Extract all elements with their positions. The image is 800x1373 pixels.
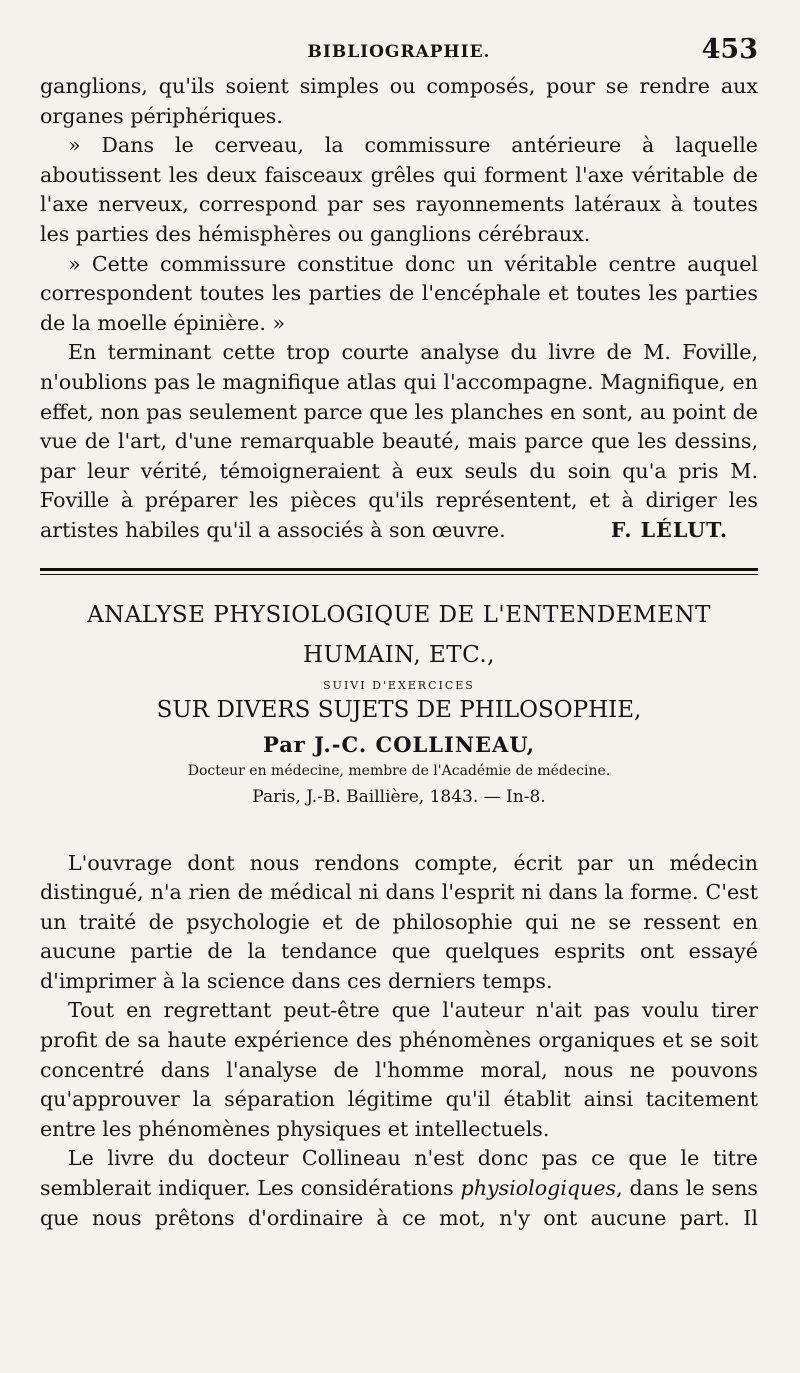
page-header <box>40 28 758 72</box>
review-paragraph-3 <box>40 1144 758 1233</box>
review-paragraph-3-start: Le livre du docteur Collineau n'est donc pas ce que le titre semblerait indiquer. Les considérations <box>40 1146 758 1201</box>
section-rule-thin <box>40 574 758 575</box>
closing-text: artistes habiles qu'il a associés à son œuvre. <box>40 517 506 542</box>
review-title-line1: ANALYSE PHYSIOLOGIQUE DE L'ENTENDEMENT <box>87 601 711 628</box>
review-title-line2: HUMAIN, ETC., <box>303 641 495 668</box>
review-imprint: Paris, J.-B. Baillière, 1843. — In-8. <box>252 786 546 807</box>
paragraph-conclusion: En terminant cette trop courte analyse du livre de M. Foville, n'oublions pas le magnifique atlas qui l'accompagne. Magnifique, en effet, non pas seulement parce que les planches en sont, au point de vue de l'art, d'une remarquable beauté, mais parce que les dessins, par leur vérité, témoigneraient à eux seuls du soin qu'a pris M. Foville à préparer les pièces qu'ils représentent, et à diriger les <box>40 340 758 513</box>
review-credentials: Docteur en médecine, membre de l'Académie de médecine. <box>187 762 611 779</box>
review-paragraph-1: L'ouvrage dont nous rendons compte, écrit par un médecin distingué, n'a rien de médical ni dans l'esprit ni dans la forme. C'est un traité de psychologie et de philosophie qui ne se ressent en aucune partie de la tendance que quelques esprits ont essayé d'imprimer à la science dans ces derniers temps. <box>40 850 758 993</box>
review-suivi: SUIVI D'EXERCICES <box>323 678 475 692</box>
italic-term: physiologiques <box>460 1176 617 1201</box>
review-paragraph-3-end: , dans le sens que nous prêtons d'ordinaire à ce mot, n'y ont aucune part. Il <box>40 1176 758 1230</box>
page-number: 453 <box>701 34 758 65</box>
book-page <box>40 28 758 1233</box>
running-head: BIBLIOGRAPHIE. <box>307 42 491 62</box>
review-title-line3: SUR DIVERS SUJETS DE PHILOSOPHIE, <box>156 696 642 723</box>
review-paragraph-2: Tout en regrettant peut-être que l'auteur n'ait pas voulu tirer profit de sa haute expérience des phénomènes organiques et se soit concentré dans l'analyse de l'homme moral, nous ne pouvons qu'approuver la séparation légitime qu'il établit ainsi tacitement entre les phénomènes physiques et intellectuels. <box>40 998 758 1141</box>
review-heading <box>40 595 758 807</box>
section-rule-thick <box>40 568 758 571</box>
signature-line <box>40 516 758 546</box>
review-author: Par J.-C. COLLINEAU, <box>262 731 536 757</box>
paragraph-continuation: ganglions, qu'ils soient simples ou composés, pour se rendre aux organes périphériques. <box>40 74 758 128</box>
paragraph-quote-commissure: » Cette commissure constitue donc un véritable centre auquel correspondent toutes les parties de l'encéphale et toutes les parties de la moelle épinière. » <box>40 251 758 335</box>
reviewer-signature: F. LÉLUT. <box>610 517 728 542</box>
paragraph-quote-cerveau: » Dans le cerveau, la commissure antérieure à laquelle aboutissent les deux faisceaux grêles qui forment l'axe véritable de l'axe nerveux, correspond par ses rayonnements latéraux à toutes les parties des hémisphères ou ganglions cérébraux. <box>40 133 758 246</box>
review-body <box>40 849 758 1234</box>
